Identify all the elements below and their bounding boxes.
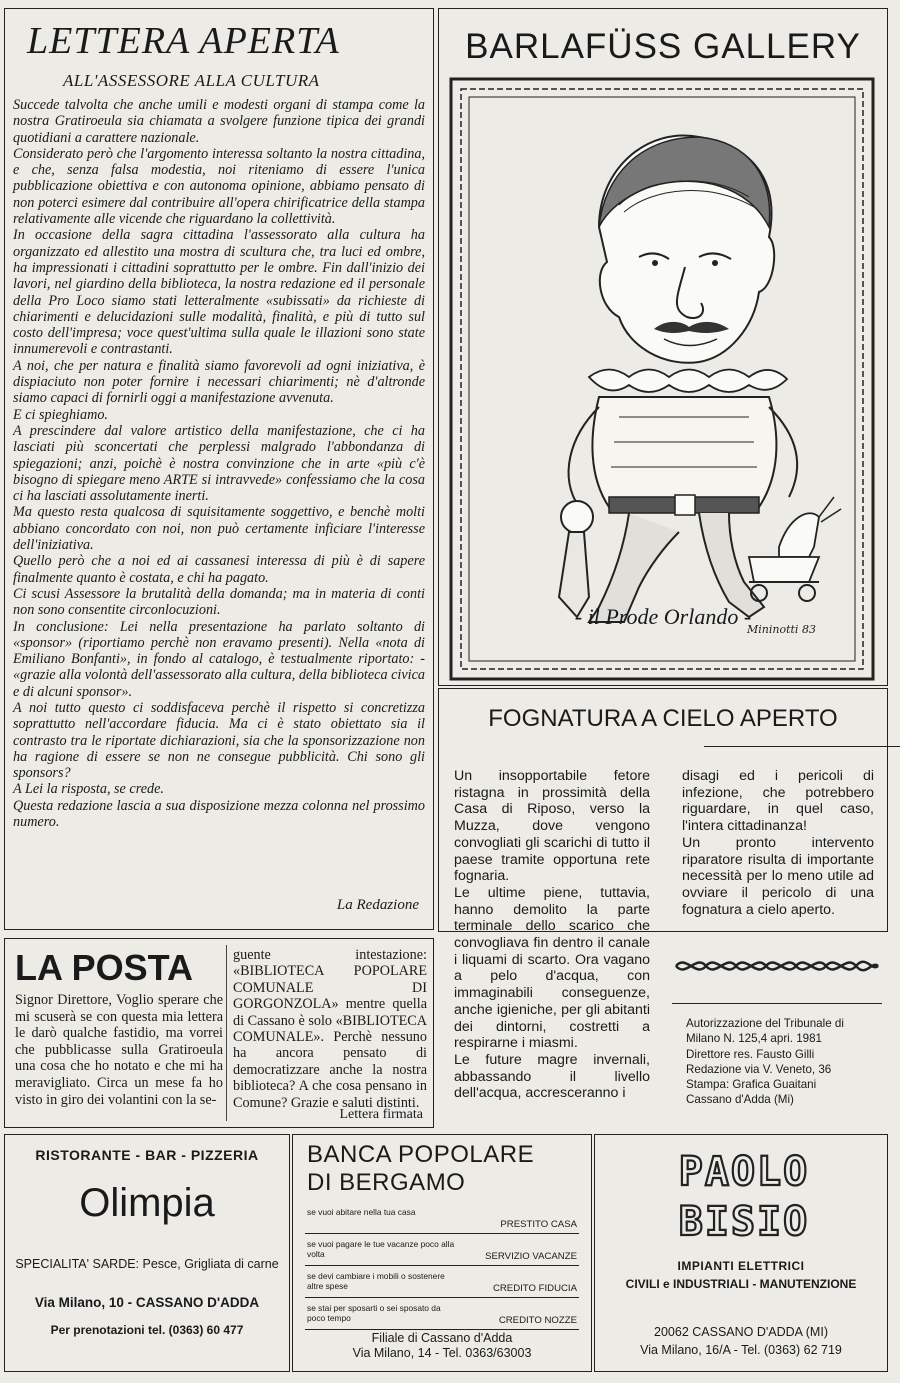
caricature-illustration bbox=[449, 77, 875, 681]
fognatura-column-1 bbox=[454, 768, 650, 1102]
fognatura-paragraph: Un pronto intervento riparatore risulta di importante necessità per lo meno utile ad ovviare il pericolo di una fognatura a cielo aperto. bbox=[682, 834, 874, 918]
banca-service-row bbox=[305, 1237, 579, 1266]
lettera-paragraph: A noi, che per natura e finalità siamo favorevoli ad ogni iniziativa, è dispiaciuto non poter fornire i necessari chiarimenti; nè d'altronde siamo capaci di fornirli oggi a manifestazione avvenuta. bbox=[13, 357, 425, 407]
autorizzazione-line: Milano N. 125,4 apri. 1981 bbox=[686, 1032, 822, 1046]
gallery-title: BARLAFÜSS GALLERY bbox=[465, 27, 861, 66]
banca-name-line: DI BERGAMO bbox=[307, 1169, 466, 1196]
artist-signature: Mininotti 83 bbox=[747, 623, 816, 636]
lettera-title: LETTERA APERTA bbox=[27, 20, 340, 62]
banca-service-desc: se stai per sposarti o sei sposato da poco tempo bbox=[307, 1303, 441, 1323]
olimpia-address: Via Milano, 10 - CASSANO D'ADDA bbox=[34, 1295, 260, 1310]
lettera-subtitle: ALL'ASSESSORE ALLA CULTURA bbox=[63, 71, 320, 90]
lettera-paragraph: A Lei la risposta, se crede. bbox=[13, 781, 164, 798]
logo-line-2: BISIO bbox=[679, 1199, 809, 1245]
olimpia-phone: Per prenotazioni tel. (0363) 60 477 bbox=[50, 1323, 244, 1337]
banca-service-row bbox=[305, 1301, 579, 1330]
paolo-bisio-logo bbox=[679, 1145, 809, 1245]
divider-line bbox=[672, 1003, 882, 1004]
ornament-divider bbox=[672, 952, 882, 980]
logo-line-1: PAOLO bbox=[679, 1149, 809, 1195]
bisio-address: Via Milano, 16/A - Tel. (0363) 62 719 bbox=[640, 1343, 842, 1357]
column-separator bbox=[226, 945, 227, 1121]
fognatura-column-2 bbox=[682, 768, 874, 918]
posta-column-2: guente intestazione: «BIBLIOTECA POPOLARE COMUNALE DI GORGONZOLA» mentre quella di Cassano è solo «BIBLIOTECA COMUNALE». Perchè nessuno ha ancora pensato di democratizzare anche la nostra biblioteca? A che cosa pensano in Comune? Grazie e saluti distinti. bbox=[233, 947, 427, 1111]
lettera-paragraph: Quello però che a noi ed ai cassanesi interessa di più è di sapere finalmente quanto è costata, e chi ha pagato. bbox=[13, 553, 425, 586]
bisio-city: 20062 CASSANO D'ADDA (MI) bbox=[654, 1325, 828, 1339]
lettera-paragraph: In occasione della sagra cittadina l'assessorato alla cultura ha organizzato ed allestito una mostra di scultura che, tra luci ed ombre, ha impressionati i cittadini soprattutto per le ombre. Fin dall'inizio dei lavori, nel giardino della biblioteca, la nostra redazione ed il personale della Pro Loco siamo stati letteralmente «subissati» da richieste di chiarimenti e delucidazioni sulle modalità, finalità, e più di tutto sul costo dell'impresa; voce quest'ultima sulla quale le illazioni sono state innumerevoli e contrastanti. bbox=[13, 227, 425, 358]
autorizzazione-block bbox=[686, 1016, 882, 1108]
posta-signature: Lettera firmata bbox=[339, 1107, 423, 1122]
autorizzazione-line: Autorizzazione del Tribunale di bbox=[686, 1017, 844, 1030]
ad-olimpia bbox=[4, 1134, 290, 1372]
autorizzazione-line: Direttore res. Fausto Gilli bbox=[686, 1047, 815, 1061]
bisio-service: IMPIANTI ELETTRICI bbox=[677, 1259, 805, 1273]
lettera-paragraph: E ci spieghiamo. bbox=[13, 406, 108, 423]
banca-service-desc: se vuoi abitare nella tua casa bbox=[307, 1207, 416, 1217]
banca-service-tag: CREDITO FIDUCIA bbox=[492, 1283, 577, 1294]
fognatura-paragraph: Le future magre invernali, abbassando il livello dell'acqua, accresceranno i bbox=[454, 1051, 650, 1102]
banca-service-tag: PRESTITO CASA bbox=[500, 1219, 577, 1230]
banca-service-tag: CREDITO NOZZE bbox=[498, 1315, 577, 1326]
barlafuss-gallery bbox=[438, 8, 888, 686]
lettera-signature: La Redazione bbox=[336, 897, 419, 913]
fognatura-paragraph: Le ultime piene, tuttavia, hanno demolito la parte terminale dello scarico che convogliava fin dentro il canale i liquami di scarto. Ora vagano a pelo d'acqua, con immaginabili conseguenze, anche igieniche, per gli abitanti dei dintorni, costretti a respirarne i miasmi. bbox=[454, 884, 650, 1052]
autorizzazione-line: Redazione via V. Veneto, 36 bbox=[686, 1062, 832, 1076]
fognatura-rule bbox=[704, 746, 900, 747]
fognatura-paragraph: disagi ed i pericoli di infezione, che potrebbero riguardare, in quel caso, l'intera cittadinanza! bbox=[682, 768, 874, 835]
autorizzazione-line: Cassano d'Adda (Mi) bbox=[686, 1093, 794, 1107]
banca-service-tag: SERVIZIO VACANZE bbox=[485, 1251, 577, 1262]
ad-paolo-bisio bbox=[594, 1134, 888, 1372]
lettera-paragraph: A prescindere dal valore artistico della manifestazione, che ci ha lasciati più sconcertati che perplessi malgrado l'abbondanza di spiegazioni; anzi, poichè è nostra convinzione che in arte «più c'è bisogno di spiegare meno ARTE si intravvede» confessiamo che la cosa ci ha lasciati assolutamente inerti. bbox=[13, 422, 425, 505]
lettera-paragraph: Succede talvolta che anche umili e modesti organi di stampa come la nostra Gratiroeula sia chiamata a svolgere funzione tipica dei grandi quotidiani a carattere nazionale. bbox=[13, 97, 425, 146]
lettera-paragraph: Ci scusi Assessore la brutalità della domanda; ma in materia di conti non sono consentite circonlocuzioni. bbox=[13, 585, 425, 619]
olimpia-name: Olimpia bbox=[79, 1181, 215, 1225]
lettera-paragraph: Questa redazione lascia a sua disposizione mezza colonna nel prossimo numero. bbox=[13, 797, 425, 831]
banca-name bbox=[307, 1141, 534, 1197]
lettera-body bbox=[13, 97, 425, 830]
autorizzazione-line: Stampa: Grafica Guaitani bbox=[686, 1078, 817, 1092]
lettera-paragraph: Ma questo resta qualcosa di squisitamente soggettivo, e benchè molti abbiano concordato con noi, non può certamente inficiare l'interesse dell'iniziativa. bbox=[13, 504, 425, 554]
posta-title: LA POSTA bbox=[15, 947, 193, 988]
olimpia-specialita: SPECIALITA' SARDE: Pesce, Grigliata di carne bbox=[15, 1257, 279, 1271]
fognatura-paragraph: Un insopportabile fetore ristagna in prossimità della Casa di Riposo, verso la Muzza, dove vengono convogliati gli scarichi di tutto il paese tramite opportuna rete fognaria. bbox=[454, 768, 650, 885]
lettera-paragraph: In conclusione: Lei nella presentazione ha parlato soltanto di «sponsor» (riportiamo perchè non eravamo presenti). Nella «nota di Emiliano Bonfanti», in fondo al catalogo, è testualmente riportato: - «grazie alla volontà dell'assessorato alla cultura, della biblioteca civica e di alcuni sponsor». bbox=[13, 618, 425, 700]
lettera-paragraph: A noi tutto questo ci soddisfaceva perchè il rispetto si concretizza soprattutto nell'accordare fiducia. Ma ci è stato obiettato sia il contrasto tra le riportate dichiarazioni, sia che la sponsorizzazione non ha ragione di essere se non ne consegue pubblicità. Chi sono gli sponsors? bbox=[13, 699, 425, 782]
ad-banca-popolare bbox=[292, 1134, 592, 1372]
banca-service-desc: se devi cambiare i mobili o sostenere altre spese bbox=[307, 1271, 445, 1291]
la-posta-section bbox=[4, 938, 434, 1128]
banca-service-row bbox=[305, 1269, 579, 1298]
lettera-paragraph: Considerato però che l'argomento interessa soltanto la nostra cittadina, e che, senza falsa modestia, noi riteniamo di essere l'unica pubblicazione obiettiva e con autonoma opinione, abbiamo pensato di non poterci esimere dal contribuire all'opera chirificatrice della stampa relativamente alle vicende che riguardano la collettività. bbox=[13, 145, 425, 228]
banca-filiale bbox=[293, 1331, 591, 1361]
olimpia-category: RISTORANTE - BAR - PIZZERIA bbox=[35, 1147, 259, 1163]
fognatura-title: FOGNATURA A CIELO APERTO bbox=[488, 705, 838, 732]
bisio-service-detail: CIVILI e INDUSTRIALI - MANUTENZIONE bbox=[625, 1277, 857, 1291]
banca-filiale-line: Filiale di Cassano d'Adda bbox=[371, 1331, 513, 1345]
banca-filiale-line: Via Milano, 14 - Tel. 0363/63003 bbox=[352, 1346, 532, 1360]
lettera-aperta-article bbox=[4, 8, 434, 930]
posta-column-1: Signor Direttore, Voglio sperare che mi scuserà se con questa mia lettera le darò qualche fastidio, ma vorrei che pubblicasse sulla Gratiroeula una cosa che ho notato e che mi ha meravigliato. Circa un mese fa ho visto in giro dei volantini con la se- bbox=[15, 992, 223, 1108]
gallery-caption: - il Prode Orlando - bbox=[574, 604, 752, 629]
banca-name-line: BANCA POPOLARE bbox=[307, 1141, 535, 1168]
banca-service-desc: se vuoi pagare le tue vacanze poco alla volta bbox=[307, 1239, 455, 1259]
banca-service-row bbox=[305, 1205, 579, 1234]
